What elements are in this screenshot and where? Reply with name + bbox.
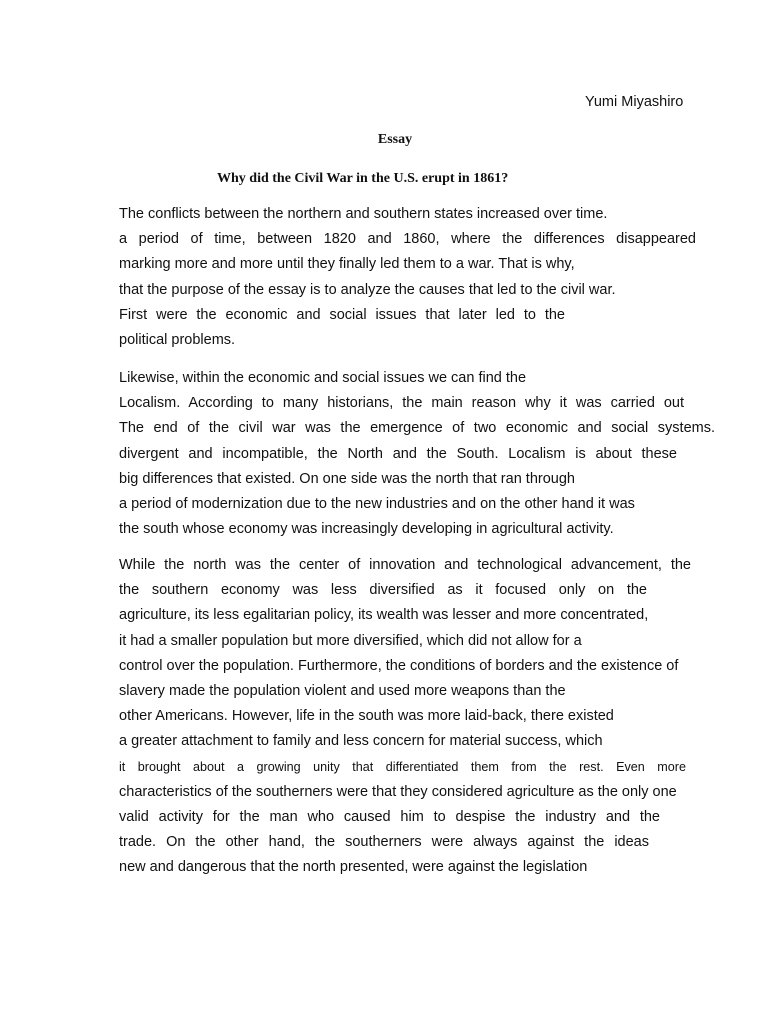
paragraph-line: that the purpose of the essay is to analyze the causes that led to the civil war.: [119, 281, 616, 298]
paragraph-1: [119, 202, 696, 353]
paragraph-line: valid activity for the man who caused him to despise the industry and the: [119, 808, 660, 825]
paragraph-line: new and dangerous that the north presented, were against the legislation: [119, 859, 588, 876]
essay-title: Why did the Civil War in the U.S. erupt in 1861?: [217, 171, 509, 186]
paragraph-line: divergent and incompatible, the North and the South. Localism is about these: [119, 445, 677, 462]
paragraph-line: marking more and more until they finally led them to a war. That is why,: [119, 256, 575, 273]
paragraph-line: the south whose economy was increasingly developing in agricultural activity.: [119, 521, 614, 538]
paragraph-line: The end of the civil war was the emergence of two economic and social systems.: [119, 420, 715, 437]
paragraph-line: slavery made the population violent and used more weapons than the: [119, 682, 566, 699]
paragraph-line: agriculture, its less egalitarian policy, its wealth was lesser and more concentrated,: [119, 607, 649, 624]
paragraph-2: [119, 366, 715, 542]
paragraph-line: Likewise, within the economic and social issues we can find the: [119, 370, 527, 386]
paragraph-line: a period of time, between 1820 and 1860, where the differences disappeared: [119, 231, 696, 248]
essay-label: Essay: [377, 132, 413, 147]
paragraph-line: control over the population. Furthermore, the conditions of borders and the existence of: [119, 657, 679, 674]
paragraph-line: trade. On the other hand, the southerners were always against the ideas: [119, 834, 649, 851]
paragraph-line: First were the economic and social issues that later led to the: [119, 306, 565, 323]
paragraph-line: Localism. According to many historians, the main reason why it was carried out: [119, 395, 684, 412]
paragraph-line: big differences that existed. On one side was the north that ran through: [119, 470, 575, 487]
paragraph-line: characteristics of the southerners were that they considered agriculture as the only one: [119, 783, 677, 800]
paragraph-line: a period of modernization due to the new industries and on the other hand it was: [119, 495, 635, 512]
paragraph-line: the southern economy was less diversified as it focused only on the: [119, 582, 647, 599]
paragraph-3: [119, 553, 691, 880]
paragraph-line: other Americans. However, life in the south was more laid-back, there existed: [119, 708, 614, 725]
paragraph-line: The conflicts between the northern and southern states increased over time.: [119, 206, 608, 222]
paragraph-line: political problems.: [119, 331, 236, 348]
paragraph-line: While the north was the center of innovation and technological advancement, the: [119, 557, 691, 573]
paragraph-line: it brought about a growing unity that differentiated them from the rest. Even more: [119, 759, 686, 774]
paragraph-line: it had a smaller population but more diversified, which did not allow for a: [119, 632, 582, 649]
paragraph-line: a greater attachment to family and less concern for material success, which: [119, 733, 603, 750]
author-name: Yumi Miyashiro: [585, 94, 684, 110]
